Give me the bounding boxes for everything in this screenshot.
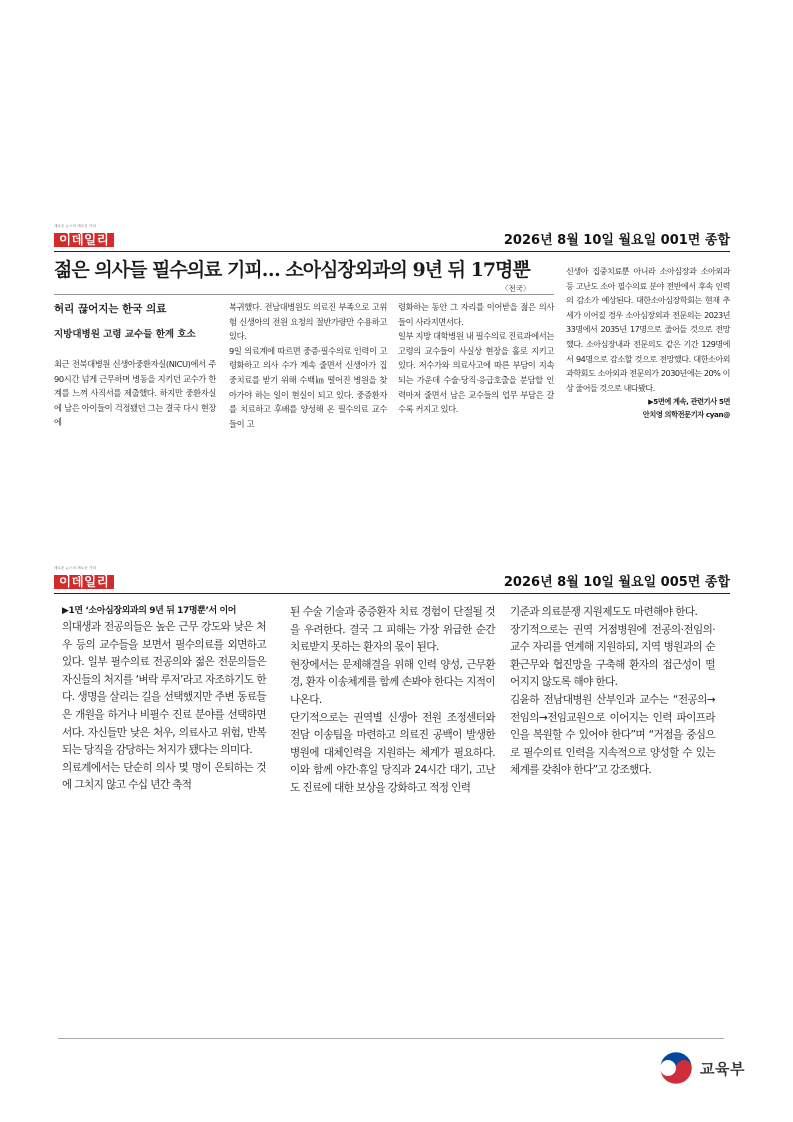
column-text: 신생아 집중치료뿐 아니라 소아심장과 소아외과 등 고난도 소아 필수의료 분야 전반에서 후속 인력의 감소가 예상된다. 대한소아심장학회는 현재 추세가 이어질 경우 소아심장외과 전문의는 2023년 33명에서 2035년 17명으로 줄어들 것으로 전망했다. 소아심장내과 전문의도 같은 기간 129명에서 94명으로 감소할 것으로 전망했다. 대한소아외과학회도 소아외과 전문의가 2030년에는 20% 이상 줄어들 것으로 내다봤다. bbox=[566, 266, 730, 393]
dateline: 2026년 8월 10일 월요일 005면 종합 bbox=[503, 575, 730, 590]
logo-tagline: 새로운 뉴스의 새로운 가치 bbox=[54, 566, 96, 570]
logo-block bbox=[54, 224, 114, 248]
edition-tag: 〈전국〉 bbox=[501, 284, 531, 293]
column-text: 의대생과 전공의들은 높은 근무 강도와 낮은 처우 등의 교수들을 보면서 필수의료를 외면하고 있다. 일부 필수의료 전공의와 젊은 전문의들은 자신들의 처지를 ‘벼락 루저’라고 자조하기도 한다. 생명을 살리는 길을 선택했지만 주변 동료들은 개원을 하거나 비필수 진료 분야를 선택하면서다. 자신들만 낮은 처우, 의료사고 위험, 반복되는 당직을 감당하는 처지가 됐다는 의미다. 의료계에서는 단순히 의사 몇 명이 은퇴하는 것에 그치지 않고 수십 년간 축적 bbox=[62, 621, 266, 792]
column-text: 기준과 의료분쟁 지원제도도 마련해야 한다. 장기적으로는 권역 거점병원에 전공의·전임의·교수 자리를 연계해 지원하되, 지역 병원과의 순환근무와 협진망을 구축해 환자의 접근성이 떨어지지 않도록 해야 한다. 김윤하 전남대병원 산부인과 교수는 “전공의→전임의→전임교원으로 이어지는 인력 파이프라인을 복원할 수 있어야 한다”며 “거점을 중심으로 필수의료 인력을 지속적으로 양성할 수 있는 체계를 갖춰야 한다”고 강조했다. bbox=[510, 606, 715, 777]
column-text: 최근 전북대병원 신생아중환자실(NICU)에서 주 90시간 넘게 근무하며 병동을 지키던 교수가 한계를 느껴 사직서를 제출했다. 하지만 중환자실에 남은 아이들이 걱정됐던 그는 결국 다시 현장에 bbox=[54, 359, 216, 428]
column-2 bbox=[229, 300, 387, 431]
continuation-reference: ▶5면에 계속, 관련기사 5면 bbox=[648, 397, 730, 407]
masthead bbox=[54, 566, 730, 594]
logo-block bbox=[54, 566, 114, 590]
masthead bbox=[54, 224, 730, 252]
column-text: 복귀했다. 전남대병원도 의료진 부족으로 고위험 신생아의 전원 요청의 절반가량만 수용하고 있다. 9일 의료계에 따르면 중증·필수의료 인력이 고령화하고 의사 수가 계속 줄면서 신생아가 집중치료를 받기 위해 수백㎞ 떨어진 병원을 찾아가야 하는 일이 현실이 되고 있다. 중증환자를 치료하고 후배를 양성해 온 필수의료 교수들이 고 bbox=[229, 302, 387, 429]
dateline: 2026년 8월 10일 월요일 001면 종합 bbox=[503, 233, 730, 248]
headline-divider bbox=[54, 294, 554, 295]
column-text: 령화하는 동안 그 자리를 이어받을 젊은 의사들이 사라지면서다. 일부 지방 대학병원 내 필수의료 진료과에서는 고령의 교수들이 사실상 현장을 홀로 지키고 있다. 저수가와 의료사고에 따른 부담이 지속되는 가운데 수술·당직·응급호출을 분담할 인력마저 줄면서 남은 교수들의 업무 부담은 갈수록 커지고 있다. bbox=[398, 302, 554, 415]
headline: 젊은 의사들 필수의료 기피… 소아심장외과의 9년 뒤 17명뿐 bbox=[54, 259, 530, 281]
news-clip-page1 bbox=[54, 224, 730, 429]
ministry-logo bbox=[658, 1046, 745, 1090]
subheading-secondary: 지방대병원 고령 교수들 한계 호소 bbox=[54, 329, 196, 340]
column-text: 된 수술 기술과 중증환자 치료 경험이 단절될 것을 우려한다. 결국 그 피해는 가장 위급한 순간 치료받지 못하는 환자의 몫이 된다. 현장에서는 문제해결을 위해 인력 양성, 근무환경, 환자 이송체계를 함께 손봐야 한다는 지적이 나온다. 단기적으로는 권역별 신생아 전원 조정센터와 전담 이송팀을 마련하고 의료진 공백이 발생한 병원에 대체인력을 지원하는 체계가 필요하다. 이와 함께 야간·휴일 당직과 24시간 대기, 고난도 진료에 대한 보상을 강화하고 적정 인력 bbox=[290, 606, 495, 794]
column-3 bbox=[398, 300, 554, 417]
ministry-name: 교육부 bbox=[700, 1059, 745, 1078]
column-4 bbox=[566, 264, 730, 422]
newspaper-logo: 이데일리 bbox=[54, 233, 114, 247]
subheading: 허리 끊어지는 한국 의료 bbox=[54, 303, 167, 315]
taegeuk-emblem-icon bbox=[658, 1050, 694, 1086]
headline-area bbox=[54, 258, 554, 293]
footer-divider bbox=[58, 1038, 724, 1039]
logo-tagline: 새로운 뉴스의 새로운 가치 bbox=[54, 224, 96, 228]
byline: 안치영 의학전문기자 cyan@ bbox=[642, 410, 730, 420]
column-1 bbox=[54, 300, 216, 430]
column-2 bbox=[290, 604, 495, 798]
column-1 bbox=[62, 604, 266, 795]
column-3 bbox=[510, 604, 715, 780]
news-clip-page5 bbox=[54, 566, 730, 794]
newspaper-logo: 이데일리 bbox=[54, 575, 114, 589]
continuation-reference: ▶1면 ‘소아심장외과의 9년 뒤 17명뿐’서 이어 bbox=[62, 606, 237, 616]
